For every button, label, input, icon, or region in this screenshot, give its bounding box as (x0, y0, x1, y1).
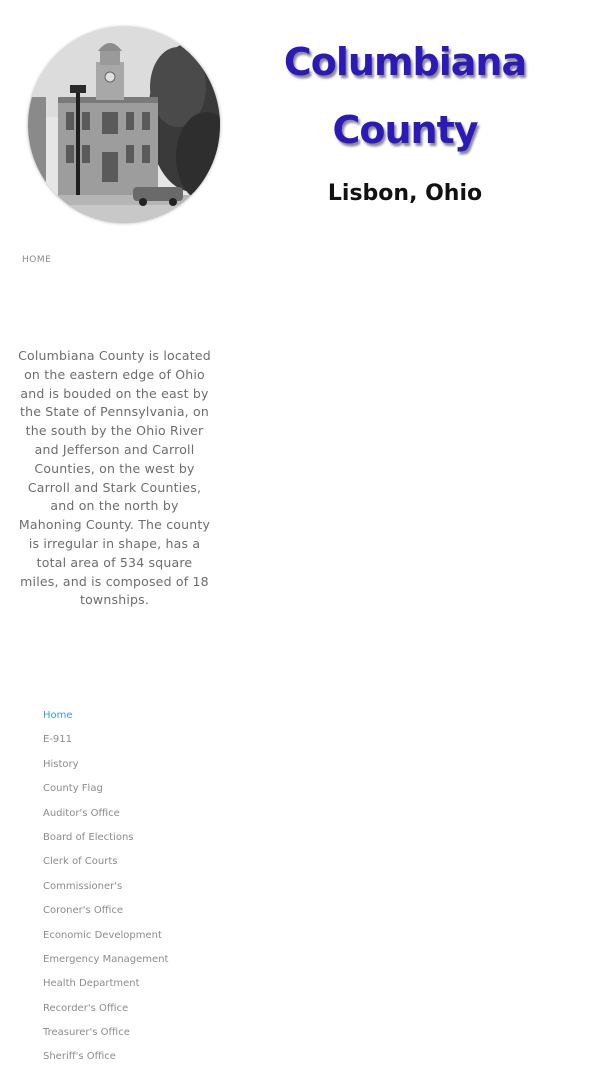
nav-item-e911[interactable]: E-911 (43, 734, 73, 746)
nav-item-board-of-elections[interactable]: Board of Elections (43, 831, 134, 843)
nav-item-history[interactable]: History (43, 758, 79, 770)
courthouse-photo (28, 27, 220, 223)
nav-item-recorders-office[interactable]: Recorder's Office (43, 1002, 129, 1014)
site-subtitle: Lisbon, Ohio (327, 181, 483, 206)
nav-item-economic-development[interactable]: Economic Development (43, 929, 162, 941)
side-navigation (43, 706, 168, 1072)
nav-item-sheriffs-office[interactable]: Sheriff's Office (43, 1051, 116, 1063)
nav-item-commissioners[interactable]: Commissioner's (43, 880, 123, 892)
county-description: Columbiana County is located on the eastern edge of Ohio and is bouded on the east by the State of Pennsylvania, on the south by the Ohio River and Jefferson and Carroll Counties, on the west by Carroll and Stark Counties, and on the north by Mahoning County. The county is irregular in shape, has a total area of 534 square miles, and is composed of 18 townships. (18, 348, 211, 608)
nav-item-treasurers-office[interactable]: Treasurer's Office (43, 1027, 130, 1039)
nav-item-county-flag[interactable]: County Flag (43, 783, 103, 795)
site-title-line2: County (332, 108, 478, 152)
site-title-line1: Columbiana (283, 40, 527, 84)
nav-item-home[interactable]: Home (43, 710, 73, 721)
nav-item-health-department[interactable]: Health Department (43, 978, 140, 990)
nav-item-coroners-office[interactable]: Coroner's Office (43, 905, 124, 917)
nav-item-auditors-office[interactable]: Auditor's Office (43, 807, 120, 819)
nav-item-emergency-management[interactable]: Emergency Management (43, 953, 169, 965)
breadcrumb[interactable]: HOME (22, 255, 52, 265)
nav-item-clerk-of-courts[interactable]: Clerk of Courts (43, 856, 118, 868)
